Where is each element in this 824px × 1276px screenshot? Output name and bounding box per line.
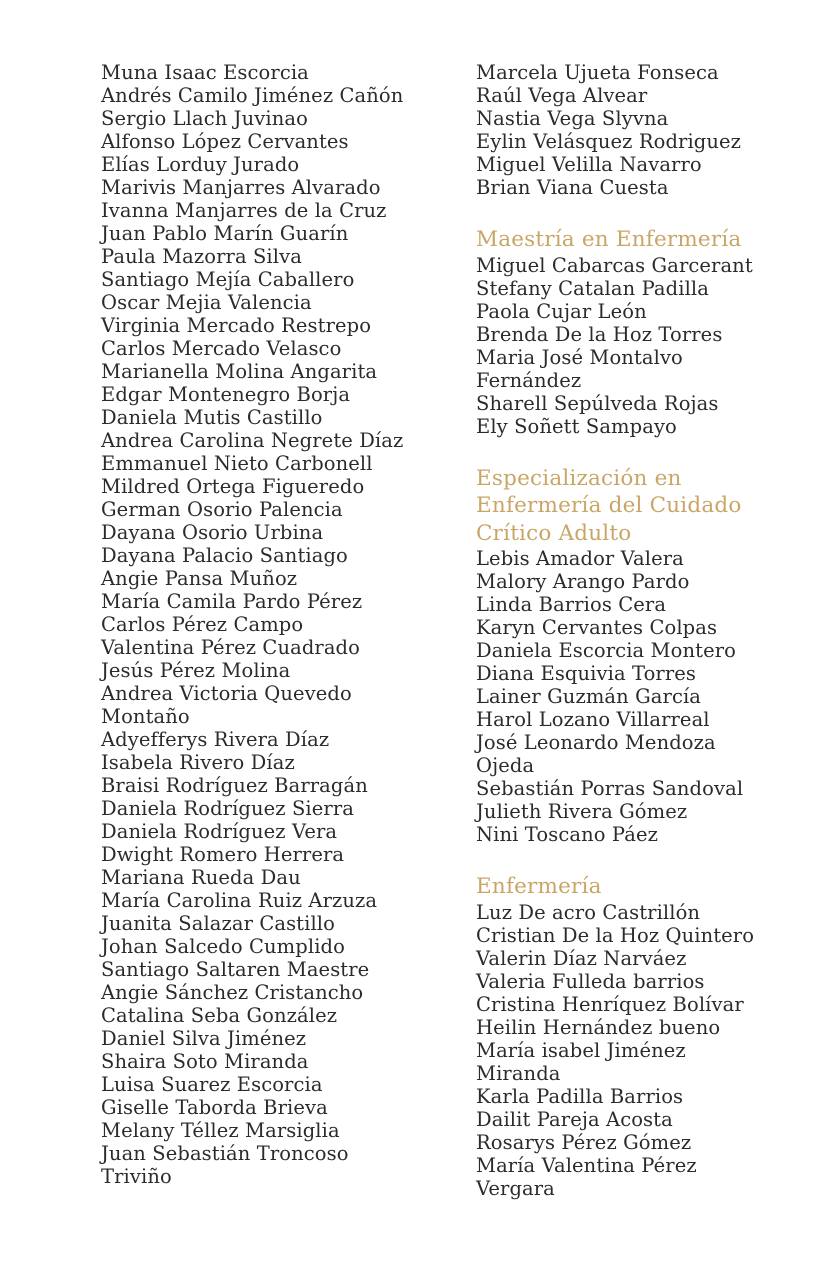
graduate-name: Nastia Vega Slyvna: [476, 107, 669, 130]
graduate-name: Heilin Hernández bueno: [476, 1015, 721, 1039]
graduate-name: Isabela Rivero Díaz: [101, 751, 295, 774]
graduate-name: Diana Esquivia Torres: [476, 662, 696, 685]
graduate-name: Daniela Rodríguez Vera: [101, 820, 338, 843]
graduate-name: Julieth Rivera Gómez: [476, 800, 688, 823]
graduate-name: Karla Padilla Barrios: [476, 1084, 684, 1108]
program-section: [476, 465, 776, 847]
graduate-name: Angie Pansa Muñoz: [101, 567, 298, 590]
graduate-name: Juanita Salazar Castillo: [101, 912, 335, 935]
program-heading-line: Enfermería del Cuidado: [476, 493, 742, 518]
graduate-name: Alfonso López Cervantes: [101, 130, 349, 153]
program-heading: [476, 226, 776, 254]
graduate-name: Braisi Rodríguez Barragán: [101, 774, 368, 797]
graduate-name: Oscar Mejia Valencia: [101, 291, 312, 314]
program-heading: [476, 873, 776, 901]
program-heading-line: Maestría en Enfermería: [476, 227, 742, 252]
graduate-name: Marcela Ujueta Fonseca: [476, 61, 719, 84]
graduate-name: Juan Sebastián Troncoso: [101, 1142, 349, 1165]
graduate-name: Marivis Manjarres Alvarado: [101, 176, 381, 199]
graduate-name: Triviño: [101, 1165, 172, 1188]
graduate-name: Eylin Velásquez Rodriguez: [476, 130, 742, 153]
graduate-name: Daniela Escorcia Montero: [476, 639, 736, 662]
graduate-name: Stefany Catalan Padilla: [476, 276, 709, 300]
graduate-name: Edgar Montenegro Borja: [101, 383, 351, 406]
graduate-name: Sharell Sepúlveda Rojas: [476, 391, 719, 415]
graduate-name: Carlos Pérez Campo: [101, 613, 304, 636]
graduate-name: Valeria Fulleda barrios: [476, 969, 705, 993]
graduate-name: Johan Salcedo Cumplido: [101, 935, 345, 958]
graduate-name: Raúl Vega Alvear: [476, 84, 648, 107]
graduate-name: German Osorio Palencia: [101, 498, 343, 521]
graduate-name: Mildred Ortega Figueredo: [101, 475, 365, 498]
graduate-name: Paola Cujar León: [476, 299, 647, 323]
graduate-name: Rosarys Pérez Gómez: [476, 1130, 692, 1154]
graduate-name: Luisa Suarez Escorcia: [101, 1073, 323, 1096]
graduate-name: Sebastián Porras Sandoval: [476, 777, 744, 800]
graduate-name: Elías Lorduy Jurado: [101, 153, 300, 176]
graduate-name: Dwight Romero Herrera: [101, 843, 345, 866]
graduate-name: Dailit Pareja Acosta: [476, 1107, 673, 1131]
graduate-name: Montaño: [101, 705, 190, 728]
graduate-name: Paula Mazorra Silva: [101, 245, 302, 268]
graduate-name: Luz De acro Castrillón: [476, 900, 701, 924]
graduate-name: Ivanna Manjarres de la Cruz: [101, 199, 387, 222]
graduate-name: Andrea Carolina Negrete Díaz: [101, 429, 404, 452]
graduate-name: Daniela Mutis Castillo: [101, 406, 323, 429]
graduate-name: Shaira Soto Miranda: [101, 1050, 309, 1073]
graduate-name: Nini Toscano Páez: [476, 823, 658, 846]
graduate-name: Angie Sánchez Cristancho: [101, 981, 364, 1004]
graduate-name: Santiago Saltaren Maestre: [101, 958, 370, 981]
left-column: [101, 61, 461, 1188]
graduate-name: Virginia Mercado Restrepo: [101, 314, 372, 337]
graduate-name: María Valentina Pérez: [476, 1153, 697, 1177]
graduate-name: Lainer Guzmán García: [476, 685, 702, 708]
graduate-name: Daniel Silva Jiménez: [101, 1027, 307, 1050]
graduate-name: Dayana Palacio Santiago: [101, 544, 348, 567]
graduate-name: Adyefferys Rivera Díaz: [101, 728, 330, 751]
right-column: [476, 61, 776, 1200]
graduate-name: Maria José Montalvo: [476, 345, 683, 369]
graduate-name: Giselle Taborda Brieva: [101, 1096, 328, 1119]
graduate-name: Miguel Velilla Navarro: [476, 153, 702, 176]
graduate-name: Daniela Rodríguez Sierra: [101, 797, 354, 820]
graduate-name: Miguel Cabarcas Garcerant: [476, 253, 753, 277]
graduate-name: Karyn Cervantes Colpas: [476, 616, 718, 639]
graduate-name: María Camila Pardo Pérez: [101, 590, 363, 613]
graduate-name: Fernández: [476, 368, 582, 392]
graduate-name: Mariana Rueda Dau: [101, 866, 301, 889]
graduate-name: Brian Viana Cuesta: [476, 176, 669, 199]
graduate-name: Ojeda: [476, 754, 535, 777]
graduate-name: Juan Pablo Marín Guarín: [101, 222, 349, 245]
graduate-name: Cristina Henríquez Bolívar: [476, 992, 744, 1016]
program-heading-line: Especialización en: [476, 465, 682, 491]
graduate-name: Linda Barrios Cera: [476, 593, 667, 616]
graduate-name: Marianella Molina Angarita: [101, 360, 378, 383]
graduate-name: Harol Lozano Villarreal: [476, 708, 710, 731]
graduate-name: Ely Soñett Sampayo: [476, 414, 677, 438]
graduate-name: Melany Téllez Marsiglia: [101, 1119, 340, 1142]
graduate-name: Sergio Llach Juvinao: [101, 107, 308, 130]
graduate-name: Santiago Mejía Caballero: [101, 268, 355, 291]
program-section: [476, 873, 776, 1200]
program-section: [476, 61, 776, 199]
graduate-name: Jesús Pérez Molina: [101, 659, 291, 682]
graduate-name: María isabel Jiménez: [476, 1038, 686, 1062]
program-heading: [476, 465, 776, 548]
graduate-name: Miranda: [476, 1061, 561, 1085]
graduate-name: Brenda De la Hoz Torres: [476, 322, 723, 346]
graduate-name: Carlos Mercado Velasco: [101, 337, 342, 360]
graduate-name: Dayana Osorio Urbina: [101, 521, 324, 544]
graduate-name: María Carolina Ruiz Arzuza: [101, 889, 378, 912]
program-heading-line: Enfermería: [476, 874, 602, 899]
graduate-name: Catalina Seba González: [101, 1004, 338, 1027]
graduate-name: Andrés Camilo Jiménez Cañón: [101, 84, 404, 107]
graduate-name: Emmanuel Nieto Carbonell: [101, 452, 373, 475]
graduate-name: Malory Arango Pardo: [476, 570, 690, 593]
graduate-name: José Leonardo Mendoza: [476, 731, 716, 754]
graduate-name: Valerin Díaz Narváez: [476, 946, 687, 970]
graduate-name: Cristian De la Hoz Quintero: [476, 923, 755, 947]
graduate-name: Muna Isaac Escorcia: [101, 61, 309, 84]
graduate-name: Vergara: [476, 1176, 555, 1200]
graduate-name: Valentina Pérez Cuadrado: [101, 636, 360, 659]
graduate-name: Lebis Amador Valera: [476, 547, 684, 570]
program-heading-line: Crítico Adulto: [476, 520, 632, 546]
program-section: [476, 226, 776, 438]
graduate-name: Andrea Victoria Quevedo: [101, 682, 352, 705]
